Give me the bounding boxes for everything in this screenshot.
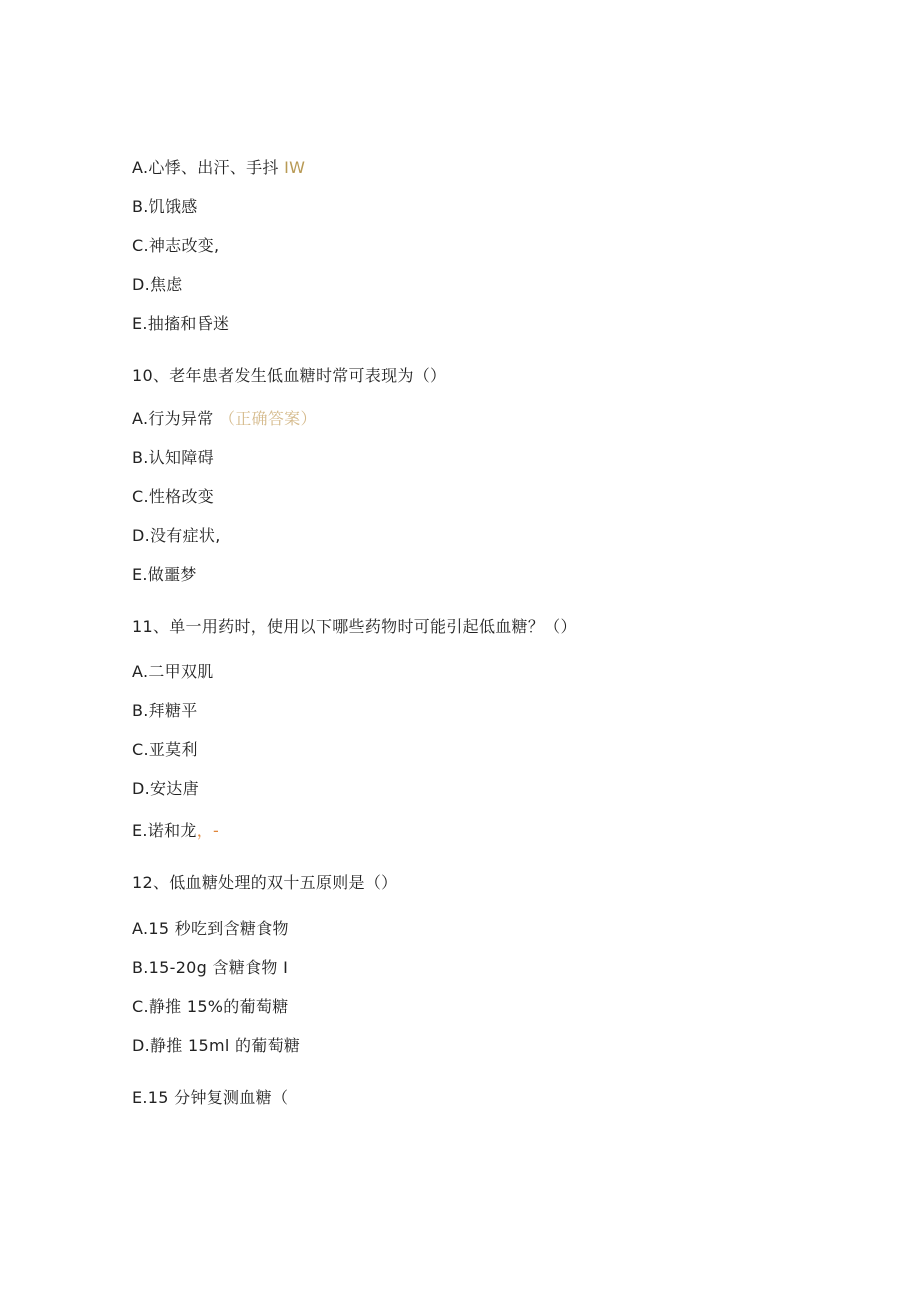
option-text: C.亚莫利: [132, 740, 198, 759]
answer-mark: IW: [284, 158, 306, 177]
option-9e: [132, 313, 229, 335]
option-12d: [132, 1035, 300, 1057]
option-11c: [132, 739, 198, 761]
question-text: 10、老年患者发生低血糖时常可表现为（）: [132, 366, 447, 385]
option-10c: [132, 486, 214, 508]
option-9c: [132, 235, 219, 257]
option-text: E.做噩梦: [132, 565, 197, 584]
option-text: D.焦虑: [132, 275, 183, 294]
correct-answer-mark: （正确答案）: [218, 409, 317, 428]
question-text: 12、低血糖处理的双十五原则是（）: [132, 873, 398, 892]
stray-mark: ，-: [196, 821, 220, 840]
option-text: A.心悸、出汗、手抖: [132, 158, 279, 177]
question-12: [132, 872, 397, 894]
option-12a: [132, 918, 289, 940]
option-10d: [132, 525, 221, 547]
question-text: 11、单一用药时，使用以下哪些药物时可能引起低血糖？（）: [132, 617, 577, 636]
question-11: [132, 616, 577, 638]
option-10a: [132, 408, 317, 430]
option-text: B.认知障碍: [132, 448, 214, 467]
option-text: D.安达唐: [132, 779, 199, 798]
option-9a: [132, 157, 305, 179]
option-text: C.神志改变,: [132, 236, 220, 255]
option-11a: [132, 661, 214, 683]
option-text: A.行为异常: [132, 409, 214, 428]
option-12e: [132, 1087, 288, 1109]
option-text: C.静推 15%的葡萄糖: [132, 997, 289, 1016]
option-9b: [132, 196, 198, 218]
option-text: B.15-20g 含糖食物 I: [132, 958, 289, 977]
option-text: B.拜糖平: [132, 701, 198, 720]
option-10b: [132, 447, 214, 469]
option-11b: [132, 700, 198, 722]
option-text: D.没有症状,: [132, 526, 221, 545]
option-11e: [132, 820, 219, 842]
option-text: E.15 分钟复测血糖（: [132, 1088, 289, 1107]
option-11d: [132, 778, 199, 800]
question-10: [132, 365, 446, 387]
option-12c: [132, 996, 289, 1018]
option-text: C.性格改变: [132, 487, 215, 506]
option-12b: [132, 957, 288, 979]
option-text: B.饥饿感: [132, 197, 198, 216]
option-text: E.诺和龙: [132, 821, 197, 840]
option-text: E.抽搐和昏迷: [132, 314, 230, 333]
option-text: A.15 秒吃到含糖食物: [132, 919, 289, 938]
option-10e: [132, 564, 197, 586]
option-text: A.二甲双肌: [132, 662, 214, 681]
option-9d: [132, 274, 183, 296]
option-text: D.静推 15ml 的葡萄糖: [132, 1036, 301, 1055]
